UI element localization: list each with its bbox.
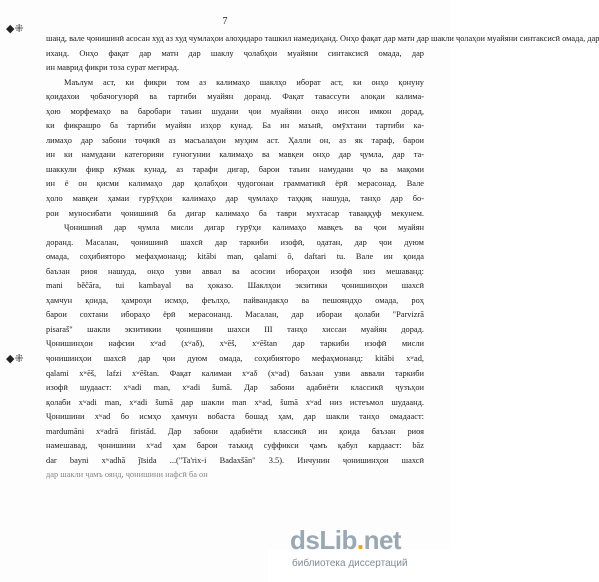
page-number: 7 bbox=[222, 16, 228, 27]
text-line: Маълум аст, ки фикри том аз калимаҳо шаклҳо иборат аст, ки онҳо қонуну bbox=[64, 77, 424, 87]
margin-mark-top: ◆⁜ bbox=[6, 23, 24, 35]
text-line: Ҷонишини xʷad бо исмҳо ҳамчун вобаста бошад ҳам, дар шакли танҳо омадааст: bbox=[46, 412, 424, 422]
watermark-logo-dot: . bbox=[356, 525, 364, 555]
text-line: барои сохтани ибораҳо ёрӣ мерасонанд. Масалан, дар ибораи қолаби "Parvizrā bbox=[46, 310, 424, 320]
text-line: шанд, вале ҷонишинӣ асосан худ аз худ чумлаҳои алоҳидаро ташкил намедиҳанд. Онҳо фақат дар матн дар шакли ҷолаҳои муайяни синтаксисӣ омада, дар bbox=[46, 34, 599, 43]
text-line: доранд. Масалан, ҷонишинӣ шахсӣ дар таркиби изофӣ, одатан, дар ҷои дуюм bbox=[46, 237, 424, 247]
text-line: омада, соҳибияторо мефаҳмонанд; kitābi man, qalami ō, daftari tu. Вале ин қоида bbox=[46, 252, 424, 262]
watermark-subtitle: библиотека диссертаций bbox=[292, 558, 408, 569]
text-line: қолаби xʷadi man, xʷadi šumā дар шакли man xʷad, šumā xʷad низ истеъмол шудаанд. bbox=[46, 397, 424, 407]
text-line: Ҷонишинҳои нафсии xʷad (xʷaδ), xʷēš, xʷēštan дар таркиби изофӣ мисли bbox=[46, 339, 424, 349]
text-line: ин ё он қисми калимаҳо дар қолабҳои ҷудогонаи грамматикӣ ёрӣ мерасонад. Вале bbox=[46, 179, 424, 189]
text-line: ин ки намудани категорияи гуногунии калимаҳо ва мавқеи онҳо дар ҷумла, дар та- bbox=[46, 150, 424, 160]
text-line: ҷонишинҳои шахсӣ дар ҷои дуюм омада, соҳибияторо мефаҳмонанд: kitābi xʷad, bbox=[46, 354, 424, 364]
text-line: дар шакли ҷамъ оянд, ҷонишини нафсӣ ба он bbox=[46, 470, 208, 480]
text-line: ҳоло мавқеи ҳамаи гурӯҳҳои калимаҳо дар ҷумлаҳо таҳқиқ нашуда, танҳо дар бо- bbox=[46, 194, 424, 204]
text-line: баъзан риоя нашуда, онҳо узви аввал ва асосии ибораҳои изофӣ низ мешаванд: bbox=[46, 266, 424, 276]
text-line: mardumāni xʷadrā firistād. Дар забони адабиёти классикӣ ин қоида баъзан риоя bbox=[46, 426, 424, 436]
watermark-logo bbox=[290, 525, 401, 556]
text-line: рои муносибати ҷонишинӣ ба дигар калимаҳо ба таври мухтасар таваққуф мекунем. bbox=[46, 208, 424, 218]
text-line: ин маврид фикри тоза сурат мегирад. bbox=[46, 63, 180, 73]
text-line: қоидахои ҷобачогузорӣ ва тартиби муайян доранд. Фақат тавассути алоқаи калима- bbox=[46, 92, 424, 102]
text-line: Ҷонишинӣ дар ҷумла мисли дигар гурӯҳи калимаҳо мавқеъ ва ҷои муайян bbox=[64, 223, 424, 233]
text-line: лимаҳо дар забони тоҷикӣ аз масъалаҳои муҳим аст. Ҳалли он, аз як тараф, барои bbox=[46, 135, 424, 145]
text-line: mani běčāra, tui kambayal ва ҳоказо. Шаклҳои экзитики ҷонишинҳои шахсӣ bbox=[46, 281, 424, 291]
text-line: изофӣ шудааст: xʷadi man, xʷadi šumā. Дар забони адабиёти классикӣ ҷузъҳои bbox=[46, 383, 424, 393]
watermark-logo-main: dsLib bbox=[290, 525, 357, 555]
text-line: qalami xʷēš, lafzi xʷēštan. Фақат калимаи xʷaδ (xʷad) баъзан узви аввали таркиби bbox=[46, 368, 424, 378]
margin-mark-middle: ◆⁜ bbox=[6, 353, 24, 365]
text-line: шаккули фикр кӯмак кунад, аз тарафи дигар, барои таъин намудани ҷо ва мақоми bbox=[46, 164, 424, 174]
text-line: ки фикрашро ба тартиби муайян изҳор кунад. Ба ин маънӣ, омӯхтани тартиби ка- bbox=[46, 121, 424, 131]
watermark-logo-tld: net bbox=[363, 525, 402, 555]
text-line: ҳамчун қоида, ҳамроҳи исмҳо, феълҳо, пайвандакҳо ва пешояндҳо омада, роҳ bbox=[46, 295, 424, 305]
text-line: намешавад, ҷонишини xʷad ҳам барои таъкид суффикси ҷамъ қабул кардааст: bāz bbox=[46, 441, 424, 451]
text-line: иханд. Онҳо фақат дар матн дар шаклу ҷолабҳои муайяни синтаксисӣ омада, дар bbox=[46, 48, 424, 58]
text-line: pisaraš" шакли экзитикии ҷонишини шахси III танҳо хиссаи муайян дорад. bbox=[46, 324, 424, 334]
text-line: dar bayni xʷadhā ǰīsida ...("Ta'rix-i Badaxšān" 3.5). Инчунин ҷонишинҳои шахсӣ bbox=[46, 455, 424, 465]
watermark[interactable] bbox=[290, 525, 446, 577]
page-body-text bbox=[46, 32, 599, 483]
text-line: ҳою морфемаҳо ва баробари таъин шудани ҷои муайяни онҳо инсон имкон дорад, bbox=[46, 106, 424, 116]
